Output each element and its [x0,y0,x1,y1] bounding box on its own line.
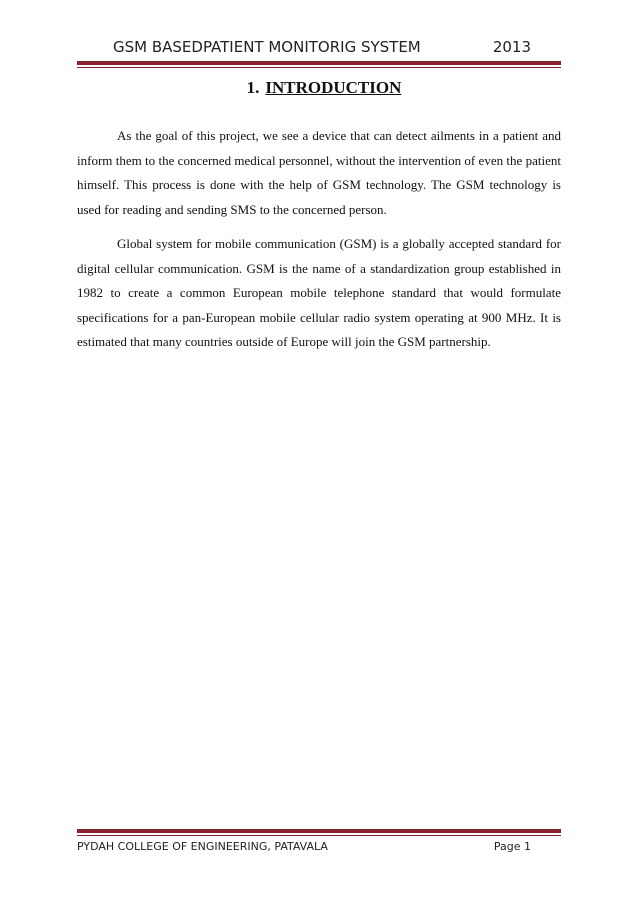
chapter-number: 1. [246,78,260,97]
chapter-heading [0,78,638,98]
header-rule-thin [77,67,561,68]
chapter-title: INTRODUCTION [265,78,402,97]
footer-page-number: Page 1 [493,840,531,853]
header-year: 2013 [492,38,531,56]
footer-rule-thin [77,835,561,836]
footer-rule [77,829,561,833]
page-footer [77,840,561,858]
paragraph-1: As the goal of this project, we see a device that can detect ailments in a patient and inform them to the concerned medical personnel, without the intervention of even the patient himself. This process is done with the help of GSM technology. The GSM technology is used for reading and sending SMS to the concerned person. [77,128,561,217]
header-rule [77,61,561,65]
header-title: GSM BASEDPATIENT MONITORIG SYSTEM [113,38,421,56]
paragraph-2: Global system for mobile communication (GSM) is a globally accepted standard for digital cellular communication. GSM is the name of a standardization group established in 1982 to create a common European mobile telephone standard that would formulate specifications for a pan-European mobile cellular radio system operating at 900 MHz. It is estimated that many countries outside of Europe will join the GSM partnership. [77,236,561,349]
footer-college: PYDAH COLLEGE OF ENGINEERING, PATAVALA [77,840,328,853]
page-header [77,38,561,58]
